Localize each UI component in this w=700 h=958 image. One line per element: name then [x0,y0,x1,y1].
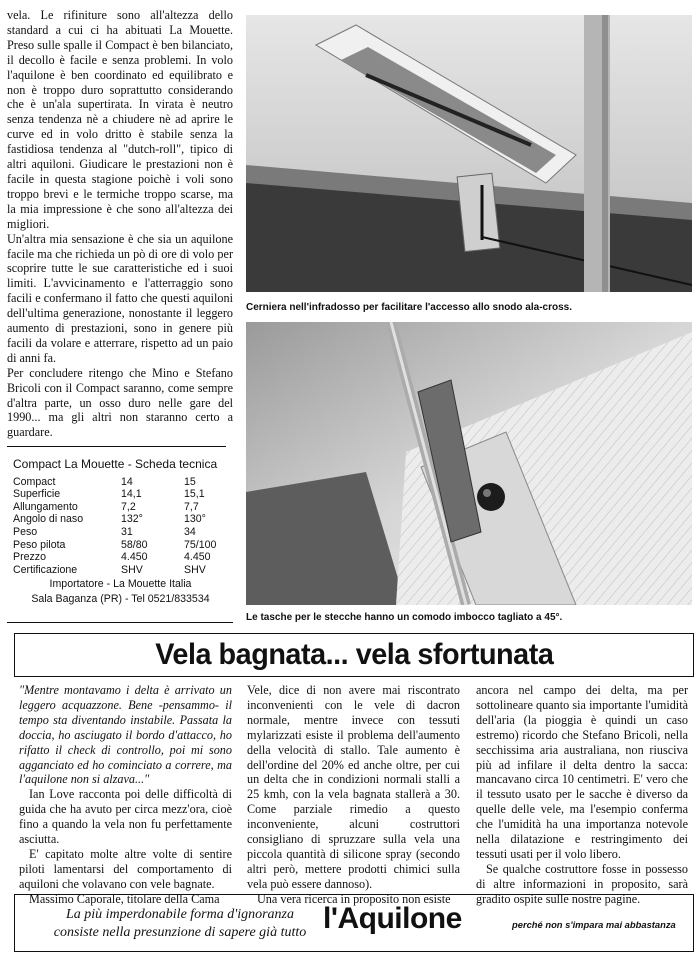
spec-row [13,551,216,564]
article-paragraph: E' capitato molte altre volte di sentire piloti lamentarsi del comportamento di aquiloni che volavano con vele bagnate. [19,846,232,891]
spec-value: 7,7 [184,500,199,513]
hinge-photo-caption: Cerniera nell'infradosso per facilitare l'accesso allo snodo ala-cross. [246,302,572,313]
spec-value: 15 [184,475,196,488]
spec-row [13,564,216,577]
spec-label: Peso pilota [13,538,66,551]
importer-name: Importatore - La Mouette Italia [49,578,192,591]
spec-value: SHV [121,563,143,576]
footer-motto [35,906,325,942]
article-paragraph: Massimo Caporale, titolare della Cama [29,891,220,906]
headline-box [14,633,694,677]
spec-bottom-rule [7,622,233,623]
footer-motto-line: consiste nella presunzione di sapere già tutto [53,925,307,940]
spec-label: Compact [13,475,56,488]
article-column-3 [476,683,688,907]
spec-value: 4.450 [184,551,211,564]
spec-sheet [13,458,228,606]
spec-value: 132° [121,513,143,526]
spec-row [13,488,216,501]
spec-value: 15,1 [184,488,205,501]
spec-value: 14,1 [121,488,142,501]
spec-label: Certificazione [13,563,78,576]
batten-pocket-caption: Le tasche per le stecche hanno un comodo imbocco tagliato a 45°. [246,612,563,623]
spec-table [13,476,216,577]
importer-address: Sala Baganza (PR) - Tel 0521/833534 [31,592,210,605]
intro-paragraph: Un'altra mia sensazione è che sia un aquilone facile ma che richieda un pò di ore di volo per scoprire tutte le sue caratteristiche ed i suoi limiti. L'avvicinamento e l'atterraggio sono facili e confermano il fatto che questi aquiloni dell'ultima generazione, nonostante il leggero aumento di prestazioni, sono in genere più facili da volare e atterrare, rispetto ad un paio di anni fa. [7,231,233,365]
spec-value: 130° [184,513,206,526]
spec-row [13,513,216,526]
article-quote: "Mentre montavamo i delta è arrivato un leggero acquazzone. Bene -pensammo- il tempo sta diventando instabile. Passata la doccia, ho asciugato il bordo d'attacco, ho rifatto il check di controllo, poi mi sono agganciato ed ho cominciato a correre, ma l'aquilone non si alzava..." [19,683,232,787]
batten-pocket-photo [246,322,692,605]
spec-row [13,539,216,552]
article-paragraph: ancora nel campo dei delta, ma per sottolineare quanto sia importante l'umidità dell'aria (la pioggia è quindi un caso estremo) ricordo che Stefano Bricoli, nella secchissima aria australiana, non riusciva più ad infilare il delta dentro la sacca: mancavano circa 10 centimetri. E' vero che il tessuto usato per le sacche è diverso da quelle delle vele, ma l'esempio conferma che l'umidità ha una importanza notevole nella dilatazione e restringimento dei tessuti usati per il volo libero. [476,683,688,861]
spec-value: 31 [121,525,133,538]
magazine-logo: l'Aquilone [323,902,462,935]
spec-title: Compact La Mouette - Scheda tecnica [13,457,218,471]
intro-paragraph: Per concludere ritengo che Mino e Stefano Bricoli con il Compact saranno, come sempre d'altra parte, un osso duro nelle gare del 1990... ma gli altri non staranno certo a guardare. [7,365,233,440]
footer-box [14,891,694,952]
footer-motto-line: La più imperdonabile forma d'ignoranza [65,907,295,922]
spec-value: 75/100 [184,538,217,551]
spec-value: 7,2 [121,500,136,513]
article-paragraph: Ian Love racconta poi delle difficoltà di guida che ha avuto per circa mezz'ora, cioè fino a quando la vela non fu perfettamente asciutta. [19,787,232,847]
spec-row [13,526,216,539]
spec-label: Peso [13,525,38,538]
intro-paragraph: vela. Le rifiniture sono all'altezza dello standard a cui ci ha abituati La Mouette. Preso sulle spalle il Compact è ben bilanciato, il decollo è facile e senza problemi. In volo l'aquilone è ben coordinato ed equilibrato e non è troppo duro soprattutto considerando che è un'ala supertirata. In virata è neutro senza tendenza nè a chiudere nè ad aprire le curve ed in volo dritto è stabile senza la fastidiosa tendenza al "dutch-roll", tipico di altri aquiloni. Giudicare le prestazioni non è facile in questa stagione poichè i voli sono troppo brevi e le termiche troppo scarse, ma la mia impressione è che sono all'altezza dei migliori. [7,8,233,231]
article-column-2 [247,683,460,907]
spec-value: 4.450 [121,551,148,564]
article-headline: Vela bagnata... vela sfortunata [154,638,554,671]
spec-top-rule [7,446,226,447]
spec-value: 34 [184,525,196,538]
spec-label: Angolo di naso [13,513,84,526]
spec-value: 58/80 [121,538,148,551]
spec-row [13,501,216,514]
article-paragraph: Vele, dice di non avere mai riscontrato inconvenienti con le vele di dacron normale, mentre invece con tessuti mylarizzati esiste il problema dell'aumento della velocità di stallo. Tale aumento è dell'ordine del 20% ed anche oltre, per cui un delta che in condizioni normali stalli a 25 kmh, con la vela bagnata stallerà a 30. Come parziale rimedio a questo inconveniente, alcuni costruttori consigliano di spruzzare sulla vela una piccola quantità di silicone spray (secondo altri però, mettere prodotti chimici sulla vela può essere dannoso). [247,683,460,891]
spec-label: Prezzo [13,551,46,564]
spec-row [13,476,216,489]
spec-label: Allungamento [13,500,78,513]
spec-value: SHV [184,563,206,576]
article-column-1 [19,683,232,907]
spec-value: 14 [121,475,133,488]
hinge-photo-illustration [246,15,692,292]
hinge-photo [246,15,692,292]
article-paragraph: Una vera ricerca in proposito non esiste [257,891,451,906]
intro-column [7,8,233,440]
magazine-tagline: perché non s'impara mai abbastanza [512,919,676,930]
spec-label: Superficie [13,488,61,501]
batten-pocket-illustration [246,322,692,605]
article-paragraph: Se qualche costruttore fosse in possesso di altre informazioni in proposito, sarà gradito ospite sulle nostre pagine. [476,861,688,906]
